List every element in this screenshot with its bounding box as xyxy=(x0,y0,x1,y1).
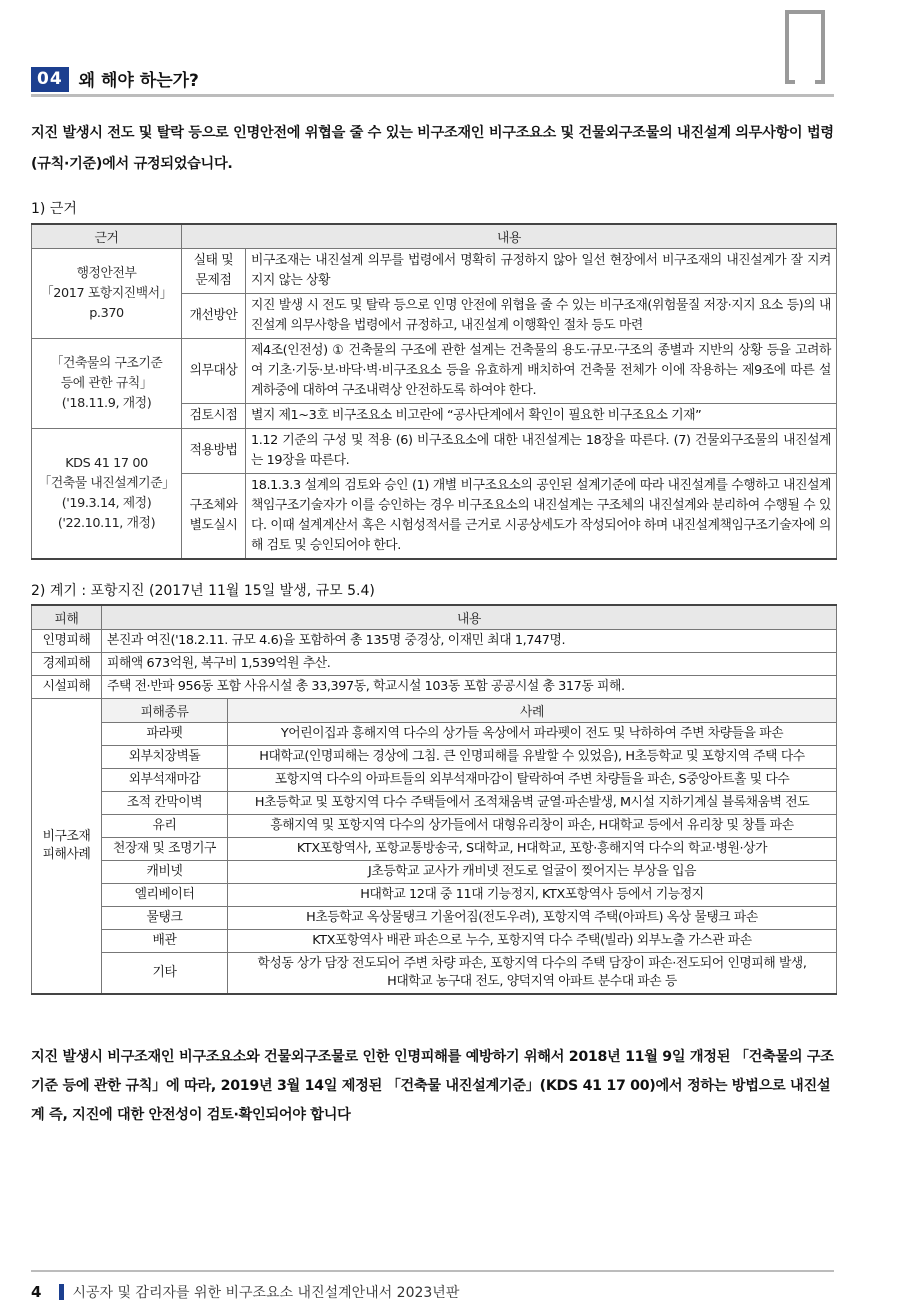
table-row xyxy=(32,699,837,723)
damage-content-cell: 피해액 673억원, 복구비 1,539억원 추산. xyxy=(102,653,837,676)
table-row xyxy=(32,907,837,930)
content-cell: 1.12 기준의 구성 및 적용 (6) 비구조요소에 대한 내진설계는 18장을 따른다. (7) 건물외구조물의 내진설계는 19장을 따른다. xyxy=(246,429,837,474)
damage-type-cell: 물탱크 xyxy=(102,907,228,930)
example-cell: H대학교(인명피해는 경상에 그침. 큰 인명피해를 유발할 수 있었음), H초등학교 및 포항지역 주택 다수 xyxy=(228,746,837,769)
damage-type-cell: 배관 xyxy=(102,930,228,953)
damage-type-cell: 천장재 및 조명기구 xyxy=(102,838,228,861)
source-cell: 행정안전부 「2017 포항지진백서」 p.370 xyxy=(32,249,182,339)
table-row xyxy=(32,838,837,861)
table-row xyxy=(32,861,837,884)
damage-kind-cell: 경제피해 xyxy=(32,653,102,676)
example-cell: Y어린이집과 흥해지역 다수의 상가들 옥상에서 파라펫이 전도 및 낙하하여 주변 차량들을 파손 xyxy=(228,723,837,746)
example-cell: KTX포항역사, 포항교통방송국, S대학교, H대학교, 포항·흥해지역 다수의 학교·병원·상가 xyxy=(228,838,837,861)
trigger-heading: 2) 계기 : 포항지진 (2017년 11월 15일 발생, 규모 5.4) xyxy=(31,583,375,599)
damage-type-cell: 파라펫 xyxy=(102,723,228,746)
section-header xyxy=(31,66,834,97)
damage-type-cell: 캐비넷 xyxy=(102,861,228,884)
table-header-row xyxy=(32,224,837,249)
table-row xyxy=(32,769,837,792)
header-damage: 피해 xyxy=(32,605,102,630)
header-example: 사례 xyxy=(228,699,837,723)
content-cell: 지진 발생 시 전도 및 탈락 등으로 인명 안전에 위협을 줄 수 있는 비구조재(위험물질 저장·지지 요소 등)의 내진설계 의무사항을 법령에서 규정하고, 내진설계 이행확인 절차 등도 마련 xyxy=(246,294,837,339)
table-row xyxy=(32,815,837,838)
basis-table xyxy=(31,223,837,560)
damage-content-cell: 본진과 여진('18.2.11. 규모 4.6)을 포함하여 총 135명 중경상, 이재민 최대 1,747명. xyxy=(102,630,837,653)
category-cell: 구조체와 별도실시 xyxy=(182,474,246,560)
damage-type-cell: 조적 칸막이벽 xyxy=(102,792,228,815)
header-source: 근거 xyxy=(32,224,182,249)
footer-divider xyxy=(31,1270,834,1272)
damage-kind-cell: 인명피해 xyxy=(32,630,102,653)
content-cell: 제4조(인전성) ① 건축물의 구조에 관한 설계는 건축물의 용도·규모·구조의 종별과 지반의 상황 등을 고려하여 기초·기둥·보·바닥·벽·비구조요소 등을 유효하게 배치하여 건축물 전체가 이에 작용하는 제9조에 따른 설계하중에 대하여 구조내력상 안전하도록 하여야 한다. xyxy=(246,339,837,404)
category-cell: 실태 및 문제점 xyxy=(182,249,246,294)
table-row xyxy=(32,746,837,769)
page-number: 4 xyxy=(31,1283,42,1301)
content-cell: 별지 제1~3호 비구조요소 비고란에 “공사단계에서 확인이 필요한 비구조요소 기재” xyxy=(246,404,837,429)
content-cell: 18.1.3.3 설계의 검토와 승인 (1) 개별 비구조요소의 공인된 설계기준에 따라 내진설계를 수행하고 내진설계책임구조기술자가 이를 승인하는 경우 비구조요소의 내진설계는 구조체의 내진설계와 분리하여 수행될 수 있다. 이때 설계계산서 혹은 시험성적서를 근거로 시공상세도가 작성되어야 하며 내진설계책임구조기술자에 의해 검토 및 승인되어야 한다. xyxy=(246,474,837,560)
trigger-table xyxy=(31,604,837,995)
damage-type-cell: 외부치장벽돌 xyxy=(102,746,228,769)
category-cell: 개선방안 xyxy=(182,294,246,339)
basis-heading: 1) 근거 xyxy=(31,201,77,217)
example-cell: KTX포항역사 배관 파손으로 누수, 포항지역 다수 주택(빌라) 외부노출 가스관 파손 xyxy=(228,930,837,953)
section-title: 왜 해야 하는가? xyxy=(78,71,199,91)
example-cell: 포항지역 다수의 아파트들의 외부석재마감이 탈락하여 주변 차량들을 파손, S중앙아트홀 및 다수 xyxy=(228,769,837,792)
header-content: 내용 xyxy=(182,224,837,249)
table-row xyxy=(32,676,837,699)
category-cell: 의무대상 xyxy=(182,339,246,404)
footer-title: 시공자 및 감리자를 위한 비구조요소 내진설계안내서 2023년판 xyxy=(72,1285,460,1301)
category-cell: 적용방법 xyxy=(182,429,246,474)
source-cell: KDS 41 17 00 「건축물 내진설계기준」 ('19.3.14, 제정) ('22.10.11, 개정) xyxy=(32,429,182,560)
header-content: 내용 xyxy=(102,605,837,630)
lead-paragraph: 지진 발생시 전도 및 탈락 등으로 인명안전에 위협을 줄 수 있는 비구조재인 비구조요소 및 건물외구조물의 내진설계 의무사항이 법령(규칙·기준)에서 규정되었습니다. xyxy=(31,125,834,172)
damage-type-cell: 유리 xyxy=(102,815,228,838)
example-cell: H초등학교 옥상물탱크 기울어짐(전도우려), 포항지역 주택(아파트) 옥상 물탱크 파손 xyxy=(228,907,837,930)
header-damage-type: 피해종류 xyxy=(102,699,228,723)
table-row xyxy=(32,930,837,953)
table-row xyxy=(32,884,837,907)
category-cell: 검토시점 xyxy=(182,404,246,429)
closing-paragraph: 지진 발생시 비구조재인 비구조요소와 건물외구조물로 인한 인명피해를 예방하기 위해서 2018년 11월 9일 개정된 「건축물의 구조기준 등에 관한 규칙」에 따라, 2019년 3월 14일 제정된 「건축물 내진설계기준」(KDS 41 17 00)에서 정하는 방법으로 내진설계 즉, 지진에 대한 안전성이 검토·확인되어야 합니다 xyxy=(31,1049,834,1123)
table-row xyxy=(32,653,837,676)
table-row xyxy=(32,723,837,746)
source-cell: 「건축물의 구조기준 등에 관한 규칙」 ('18.11.9, 개정) xyxy=(32,339,182,429)
example-cell: H초등학교 및 포항지역 다수 주택들에서 조적채움벽 균열·파손발생, M시설 지하기계실 블록채움벽 전도 xyxy=(228,792,837,815)
nonstructural-kind-cell: 비구조재 피해사례 xyxy=(32,699,102,995)
example-cell: 학성동 상가 담장 전도되어 주변 차량 파손, 포항지역 다수의 주택 담장이 파손·전도되어 인명피해 발생, H대학교 농구대 전도, 양덕지역 아파트 분수대 파손 등 xyxy=(228,953,837,995)
section-number: 04 xyxy=(31,67,69,92)
table-row xyxy=(32,953,837,995)
damage-type-cell: 외부석재마감 xyxy=(102,769,228,792)
example-cell: H대학교 12대 중 11대 기능정지, KTX포항역사 등에서 기능정지 xyxy=(228,884,837,907)
damage-kind-cell: 시설피해 xyxy=(32,676,102,699)
damage-type-cell: 엘리베이터 xyxy=(102,884,228,907)
table-row xyxy=(32,630,837,653)
content-cell: 비구조재는 내진설계 의무를 법령에서 명확히 규정하지 않아 일선 현장에서 비구조재의 내진설계가 잘 지켜지지 않는 상황 xyxy=(246,249,837,294)
table-row xyxy=(32,792,837,815)
table-header-row xyxy=(32,605,837,630)
damage-type-cell: 기타 xyxy=(102,953,228,995)
table-row xyxy=(32,249,837,294)
page-footer xyxy=(31,1282,459,1302)
example-cell: 흥해지역 및 포항지역 다수의 상가들에서 대형유리창이 파손, H대학교 등에서 유리창 및 창틀 파손 xyxy=(228,815,837,838)
table-row xyxy=(32,429,837,474)
damage-content-cell: 주택 전·반파 956동 포함 사유시설 총 33,397동, 학교시설 103동 포함 공공시설 총 317동 피해. xyxy=(102,676,837,699)
footer-accent-bar xyxy=(59,1284,64,1300)
example-cell: J초등학교 교사가 캐비넷 전도로 얼굴이 찢어지는 부상을 입음 xyxy=(228,861,837,884)
table-row xyxy=(32,339,837,404)
